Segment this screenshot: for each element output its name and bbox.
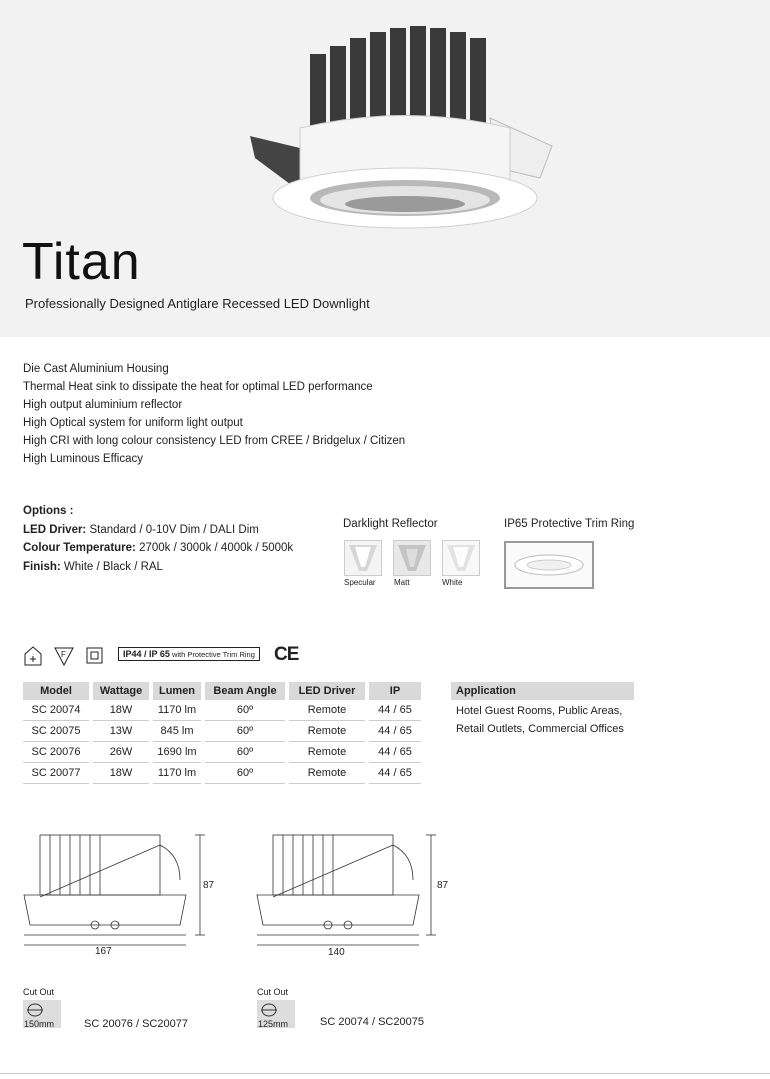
cutout-models-2: SC 20074 / SC20075 [320, 1016, 424, 1028]
cell-wattage: 18W [93, 700, 149, 721]
ip-rating-note: with Protective Trim Ring [169, 650, 255, 659]
feature-item: Thermal Heat sink to dissipate the heat for optimal LED performance [23, 381, 373, 393]
cell-wattage: 13W [93, 721, 149, 742]
technical-drawing-140 [253, 825, 463, 960]
white-reflector-swatch [442, 540, 480, 576]
feature-item: High Luminous Efficacy [23, 453, 143, 465]
cell-model: SC 20076 [23, 742, 89, 763]
header-led-driver: LED Driver [289, 682, 365, 700]
feature-item: High output aluminium reflector [23, 399, 183, 411]
height-dimension-87-a: 87 [203, 880, 215, 891]
cell-led-driver: Remote [289, 742, 365, 763]
product-image [240, 18, 570, 238]
cell-beam-angle: 60º [205, 742, 285, 763]
cell-beam-angle: 60º [205, 700, 285, 721]
width-dimension-140: 140 [328, 947, 345, 958]
matt-label: Matt [394, 578, 410, 587]
table-row [23, 742, 421, 763]
driver-label: LED Driver: [23, 523, 87, 536]
cutout-size-2: 125mm [258, 1019, 289, 1029]
ce-mark: CE [274, 644, 299, 665]
product-title: Titan [22, 233, 141, 291]
spec-table [19, 682, 425, 784]
header-wattage: Wattage [93, 682, 149, 700]
cell-model: SC 20074 [23, 700, 89, 721]
finish-value: White / Black / RAL [60, 560, 163, 573]
driver-value: Standard / 0-10V Dim / DALI Dim [86, 523, 259, 536]
cell-model: SC 20077 [23, 763, 89, 784]
technical-drawing-167 [20, 825, 230, 960]
table-row [23, 700, 421, 721]
cell-wattage: 26W [93, 742, 149, 763]
ip-rating-badge [118, 647, 260, 661]
specular-label: Specular [344, 578, 376, 587]
feature-item: Die Cast Aluminium Housing [23, 363, 169, 375]
cell-lumen: 1170 lm [153, 700, 201, 721]
cell-ip: 44 / 65 [369, 700, 421, 721]
product-subtitle: Professionally Designed Antiglare Recessed LED Downlight [25, 296, 370, 311]
cell-lumen: 1690 lm [153, 742, 201, 763]
trim-ring-image [504, 541, 594, 589]
colour-label: Colour Temperature: [23, 542, 136, 554]
cutout-label-2: Cut Out [257, 987, 289, 997]
cell-ip: 44 / 65 [369, 742, 421, 763]
svg-text:F: F [61, 650, 66, 659]
finish-label: Finish: [23, 560, 61, 573]
options-heading: Options : [23, 505, 74, 517]
cutout-size-1: 150mm [24, 1019, 55, 1029]
feature-item: High Optical system for uniform light output [23, 417, 243, 429]
cell-model: SC 20075 [23, 721, 89, 742]
header-ip: IP [369, 682, 421, 700]
ip-rating-text: IP44 / IP 65 [123, 649, 170, 659]
matt-reflector-swatch [393, 540, 431, 576]
cell-lumen: 1170 lm [153, 763, 201, 784]
table-header-row [23, 682, 421, 700]
f-mark-icon [55, 648, 73, 665]
cell-wattage: 18W [93, 763, 149, 784]
header-lumen: Lumen [153, 682, 201, 700]
reflector-title: Darklight Reflector [343, 518, 438, 530]
feature-item: High CRI with long colour consistency LED from CREE / Bridgelux / Citizen [23, 435, 406, 447]
class-ii-icon [87, 648, 102, 663]
cell-ip: 44 / 65 [369, 763, 421, 784]
cell-beam-angle: 60º [205, 721, 285, 742]
cutout-models-1: SC 20076 / SC20077 [84, 1018, 188, 1030]
application-text: Hotel Guest Rooms, Public Areas, Retail Outlets, Commercial Offices [456, 705, 624, 735]
header-beam-angle: Beam Angle [205, 682, 285, 700]
header-model: Model [23, 682, 89, 700]
height-dimension-87-b: 87 [437, 880, 449, 891]
width-dimension-167: 167 [95, 946, 112, 957]
colour-value: 2700k / 3000k / 4000k / 5000k [135, 542, 294, 554]
table-row [23, 763, 421, 784]
cell-lumen: 845 lm [153, 721, 201, 742]
cell-led-driver: Remote [289, 763, 365, 784]
table-row [23, 721, 421, 742]
cell-beam-angle: 60º [205, 763, 285, 784]
indoor-use-icon [25, 647, 41, 665]
cutout-label-1: Cut Out [23, 987, 55, 997]
cell-ip: 44 / 65 [369, 721, 421, 742]
application-header: Application [451, 682, 634, 700]
cell-led-driver: Remote [289, 721, 365, 742]
options-block [23, 502, 293, 576]
white-label: White [442, 578, 463, 587]
feature-list [23, 360, 405, 468]
trim-title: IP65 Protective Trim Ring [504, 518, 635, 530]
cell-led-driver: Remote [289, 700, 365, 721]
footer-divider [0, 1073, 770, 1074]
specular-reflector-swatch [344, 540, 382, 576]
